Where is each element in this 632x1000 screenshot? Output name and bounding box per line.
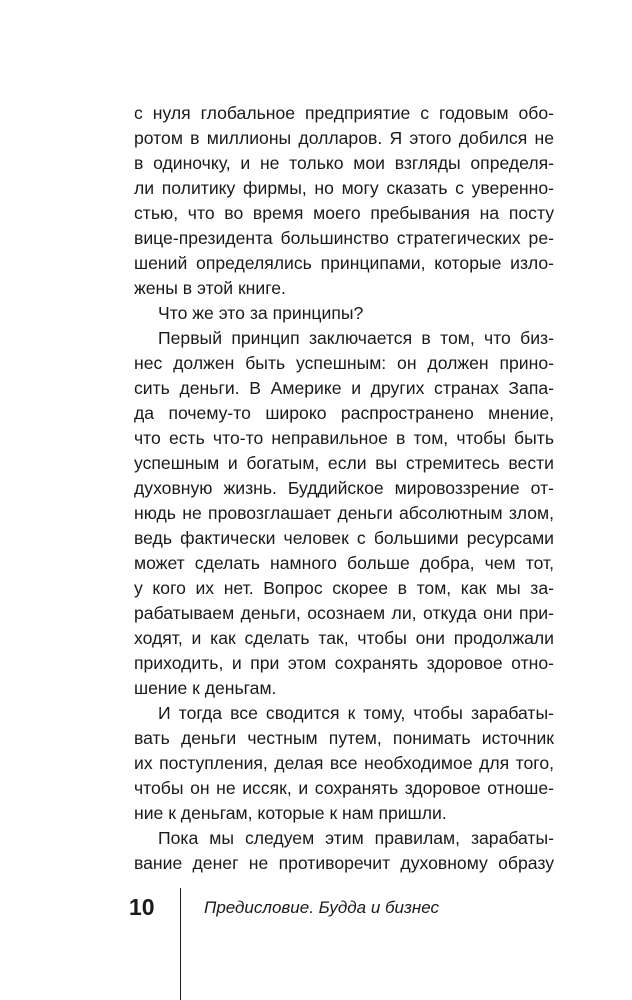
text-line: вице-президента большинство стратегических ре- — [134, 228, 554, 248]
text-line: что есть что-то неправильное в том, чтобы быть — [134, 428, 554, 448]
text-line: духовную жизнь. Буддийское мировоззрение от- — [134, 478, 554, 498]
text-line: ротом в миллионы долларов. Я этого добился не — [134, 128, 554, 148]
body-text — [134, 101, 554, 876]
text-line: их поступления, делая все необходимое для того, — [134, 753, 554, 773]
text-line: рабатываем деньги, осознаем ли, откуда они при- — [134, 603, 554, 623]
text-line: нюдь не провозглашает деньги абсолютным злом, — [134, 503, 554, 523]
text-line: вать деньги честным путем, понимать источник — [134, 728, 554, 748]
paragraph-first-line: И тогда все сводится к тому, чтобы зарабаты- — [158, 703, 554, 723]
text-line: ли политику фирмы, но могу сказать с уверенно- — [134, 178, 554, 198]
paragraph-first-line: Что же это за принципы? — [158, 303, 364, 323]
text-line: шение к деньгам. — [134, 678, 277, 698]
text-line: может сделать намного больше добра, чем тот, — [134, 553, 554, 573]
text-line: шений определялись принципами, которые изло- — [134, 253, 554, 273]
paragraph-first-line: Пока мы следуем этим правилам, зарабаты- — [158, 828, 554, 848]
text-line: чтобы он не иссяк, и сохранять здоровое отноше- — [134, 778, 554, 798]
text-line: стью, что во время моего пребывания на посту — [134, 203, 554, 223]
text-line: в одиночку, и не только мои взгляды определя- — [134, 153, 554, 173]
text-line: с нуля глобальное предприятие с годовым обо- — [134, 103, 554, 123]
page-number: 10 — [129, 894, 155, 920]
text-line: сить деньги. В Америке и других странах Запа- — [134, 378, 554, 398]
text-line: ходят, и как сделать так, чтобы они продолжали — [134, 628, 554, 648]
text-line: ние к деньгам, которые к нам пришли. — [134, 803, 447, 823]
running-title: Предисловие. Будда и бизнес — [204, 898, 440, 917]
text-line: жены в этой книге. — [134, 278, 286, 298]
footer-divider — [180, 888, 181, 1000]
text-line: нес должен быть успешным: он должен прино- — [134, 353, 554, 373]
text-line: успешным и богатым, если вы стремитесь вести — [134, 453, 554, 473]
text-line: у кого их нет. Вопрос скорее в том, как мы за- — [134, 578, 554, 598]
text-line: да почему-то широко распространено мнение, — [134, 403, 554, 423]
text-line: ведь фактически человек с большими ресурсами — [134, 528, 554, 548]
paragraph-first-line: Первый принцип заключается в том, что биз- — [158, 328, 554, 348]
text-line: вание денег не противоречит духовному образу — [134, 853, 554, 873]
text-line: приходить, и при этом сохранять здоровое отно- — [134, 653, 554, 673]
